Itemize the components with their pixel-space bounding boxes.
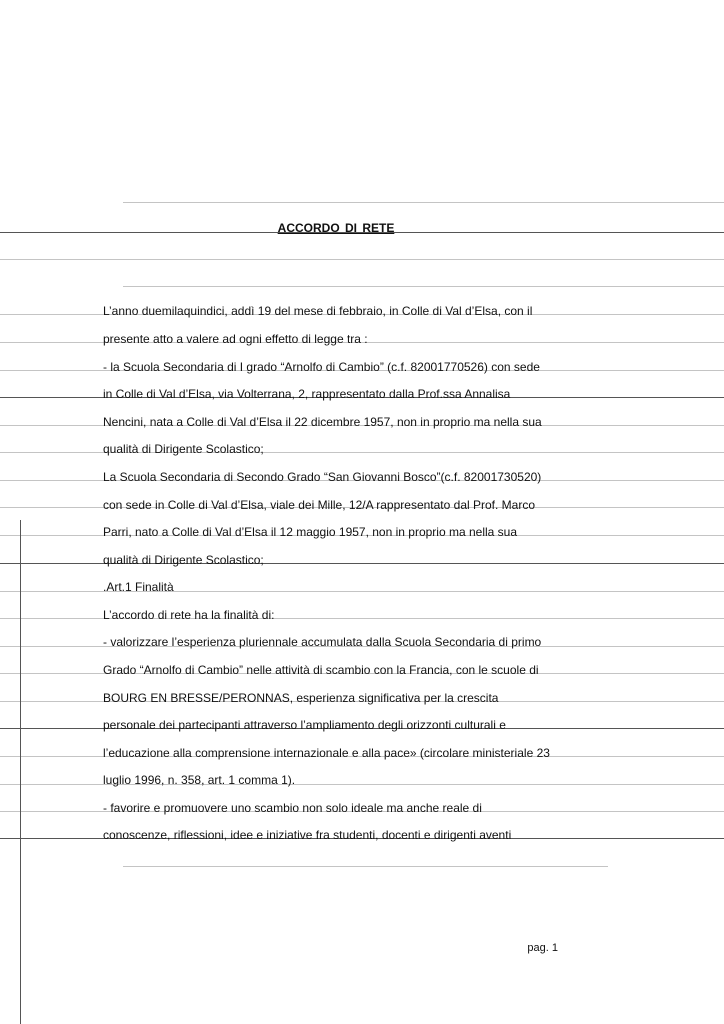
text-line: qualità di Dirigente Scolastico; (103, 553, 264, 567)
text-line: in Colle di Val d’Elsa, via Volterrana, 2, rappresentato dalla Prof.ssa Annalisa (103, 387, 511, 401)
text-line: Parri, nato a Colle di Val d’Elsa il 12 maggio 1957, non in proprio ma nella sua (103, 525, 518, 539)
text-line: con sede in Colle di Val d’Elsa, viale dei Mille, 12/A rappresentato dal Prof. Marco (103, 498, 536, 512)
ruled-line (123, 286, 724, 287)
text-line: l’educazione alla comprensione internazionale e alla pace» (circolare ministeriale 23 (103, 746, 550, 760)
text-line: - valorizzare l’esperienza pluriennale accumulata dalla Scuola Secondaria di primo (103, 635, 542, 649)
text-line: La Scuola Secondaria di Secondo Grado “San Giovanni Bosco”(c.f. 82001730520) (103, 470, 542, 484)
text-line: - la Scuola Secondaria di I grado “Arnolfo di Cambio” (c.f. 82001770526) con sede (103, 360, 540, 374)
text-line: - favorire e promuovere uno scambio non solo ideale ma anche reale di (103, 801, 482, 815)
ruled-line (123, 202, 724, 203)
text-line: conoscenze, riflessioni, idee e iniziative fra studenti, docenti e dirigenti aventi (103, 828, 512, 842)
ruled-line (123, 866, 608, 867)
text-line: .Art.1 Finalità (103, 580, 174, 594)
text-line: personale dei partecipanti attraverso l’ampliamento degli orizzonti culturali e (103, 718, 506, 732)
document-title: ACCORDO DI RETE (277, 221, 395, 235)
text-line: Grado “Arnolfo di Cambio” nelle attività di scambio con la Francia, con le scuole di (103, 663, 539, 677)
page-number: pag. 1 (527, 942, 558, 954)
text-line: Nencini, nata a Colle di Val d’Elsa il 22 dicembre 1957, non in proprio ma nella sua (103, 415, 542, 429)
text-line: presente atto a valere ad ogni effetto di legge tra : (103, 332, 368, 346)
text-line: L’accordo di rete ha la finalità di: (103, 608, 275, 622)
text-line: BOURG EN BRESSE/PERONNAS, esperienza significativa per la crescita (103, 691, 499, 705)
text-line: qualità di Dirigente Scolastico; (103, 442, 264, 456)
text-line: luglio 1996, n. 358, art. 1 comma 1). (103, 773, 296, 787)
text-line: L’anno duemilaquindici, addì 19 del mese di febbraio, in Colle di Val d’Elsa, con il (103, 304, 533, 318)
margin-line (20, 520, 21, 1024)
ruled-line (0, 259, 724, 260)
